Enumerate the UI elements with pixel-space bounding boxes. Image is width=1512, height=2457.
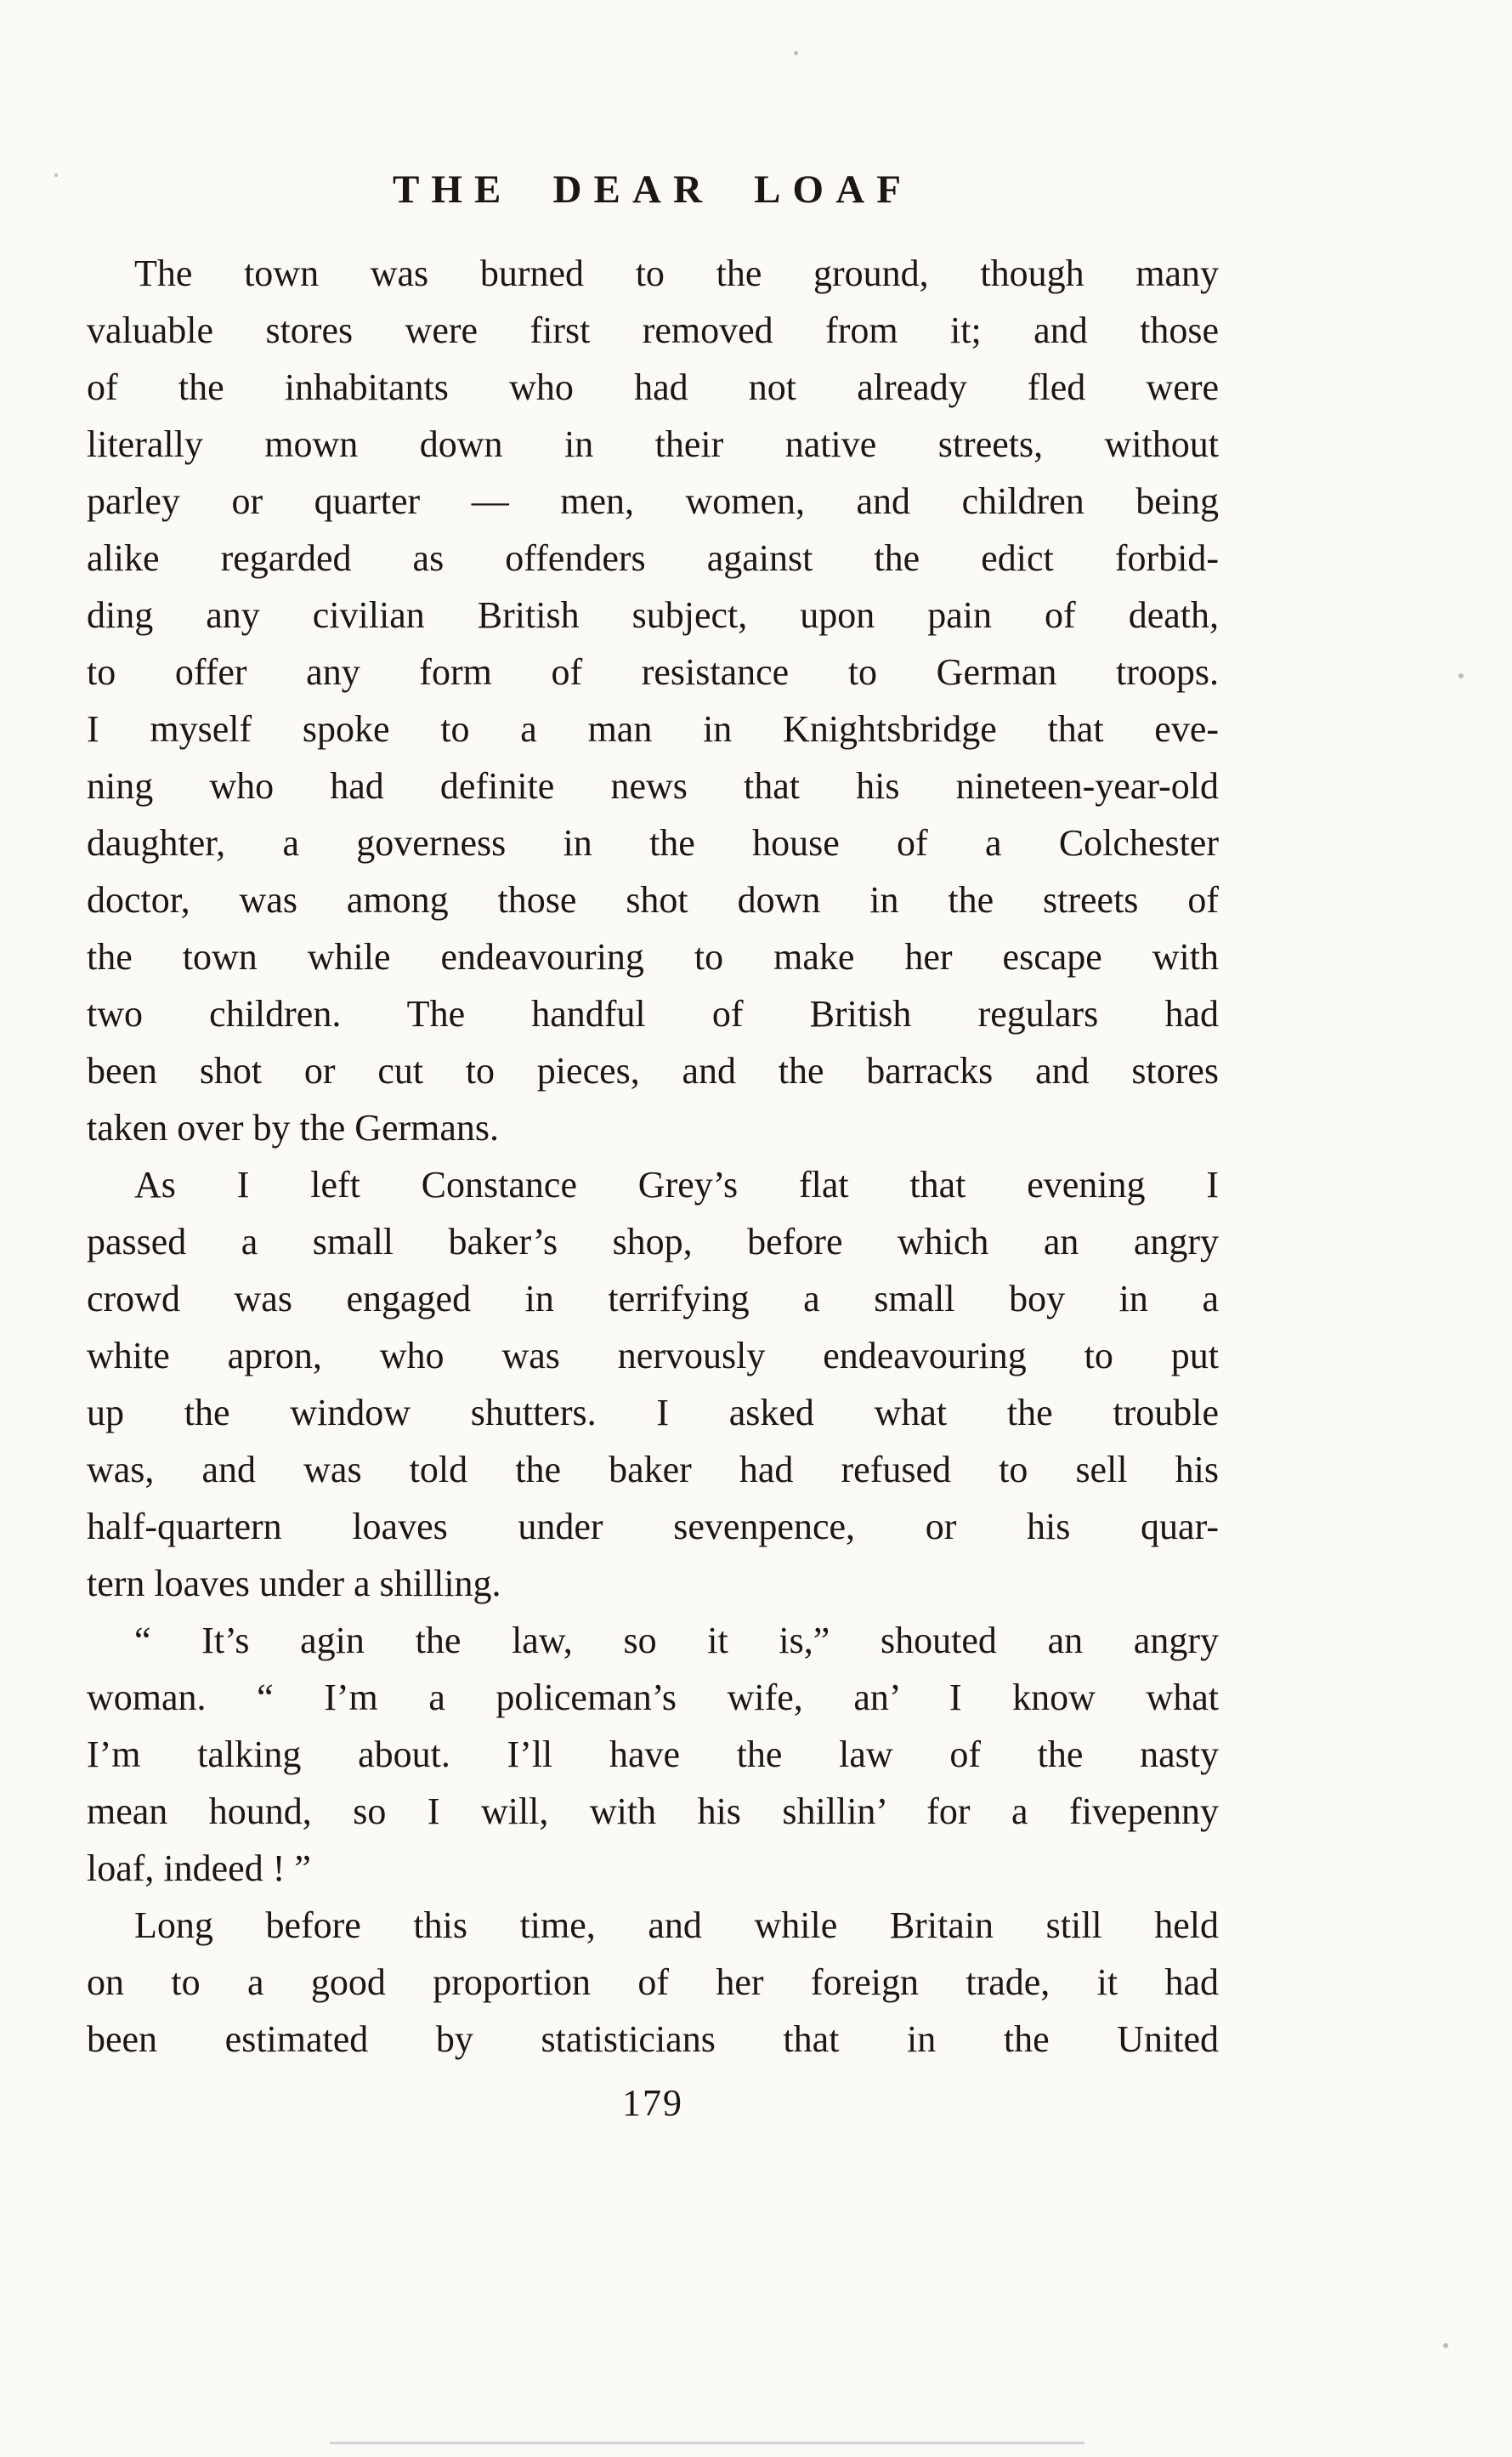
text-line: The town was burned to the ground, though many (134, 253, 1219, 294)
text-body (87, 245, 1219, 2068)
text-line: alike regarded as offenders against the edict forbid- (87, 537, 1219, 579)
text-line: woman. “ I’m a policeman’s wife, an’ I know what (87, 1677, 1219, 1718)
page-title: THE DEAR LOAF (392, 167, 914, 212)
paragraph (87, 245, 1219, 1156)
scan-artifact-line (330, 2442, 1084, 2444)
paragraph (87, 1897, 1219, 2068)
text-line: crowd was engaged in terrifying a small boy in a (87, 1278, 1219, 1319)
text-line: As I left Constance Grey’s flat that evening I (134, 1164, 1219, 1206)
text-line: daughter, a governess in the house of a Colchester (87, 822, 1219, 864)
text-line: mean hound, so I will, with his shillin’ for a fivepenny (87, 1790, 1219, 1832)
text-line: half-quartern loaves under sevenpence, or his quar- (87, 1506, 1219, 1547)
text-line: Long before this time, and while Britain still held (134, 1904, 1219, 1946)
text-line: literally mown down in their native streets, without (87, 423, 1219, 465)
scan-speck (1443, 2343, 1448, 2348)
text-line: tern loaves under a shilling. (87, 1563, 501, 1604)
text-line: been estimated by statisticians that in the United (87, 2018, 1219, 2060)
text-line: the town while endeavouring to make her escape with (87, 936, 1219, 978)
scan-speck (794, 51, 798, 55)
text-line: loaf, indeed ! ” (87, 1847, 311, 1889)
paragraph (87, 1612, 1219, 1897)
scan-speck (1458, 673, 1464, 678)
text-line: white apron, who was nervously endeavouring to put (87, 1335, 1219, 1376)
text-line: I’m talking about. I’ll have the law of the nasty (87, 1734, 1219, 1775)
text-line: valuable stores were first removed from it; and those (87, 309, 1219, 351)
text-line: taken over by the Germans. (87, 1107, 500, 1149)
text-line: ding any civilian British subject, upon pain of death, (87, 594, 1219, 636)
text-line: ning who had definite news that his nineteen-year-old (87, 765, 1219, 807)
paragraph (87, 1156, 1219, 1612)
text-line: of the inhabitants who had not already fled were (87, 366, 1219, 408)
text-line: two children. The handful of British regulars had (87, 993, 1219, 1035)
scan-speck (54, 173, 58, 177)
text-line: “ It’s agin the law, so it is,” shouted an angry (134, 1620, 1219, 1661)
text-line: on to a good proportion of her foreign trade, it had (87, 1961, 1219, 2003)
text-line: up the window shutters. I asked what the trouble (87, 1392, 1219, 1433)
text-line: doctor, was among those shot down in the streets of (87, 879, 1219, 921)
text-line: parley or quarter — men, women, and children being (87, 480, 1219, 522)
text-line: I myself spoke to a man in Knightsbridge that eve- (87, 708, 1219, 750)
text-block (87, 167, 1219, 2125)
text-line: was, and was told the baker had refused to sell his (87, 1449, 1219, 1490)
text-line: passed a small baker’s shop, before which an angry (87, 1221, 1219, 1263)
text-line: to offer any form of resistance to German troops. (87, 651, 1219, 693)
page-number: 179 (622, 2082, 683, 2124)
text-line: been shot or cut to pieces, and the barracks and stores (87, 1050, 1219, 1092)
